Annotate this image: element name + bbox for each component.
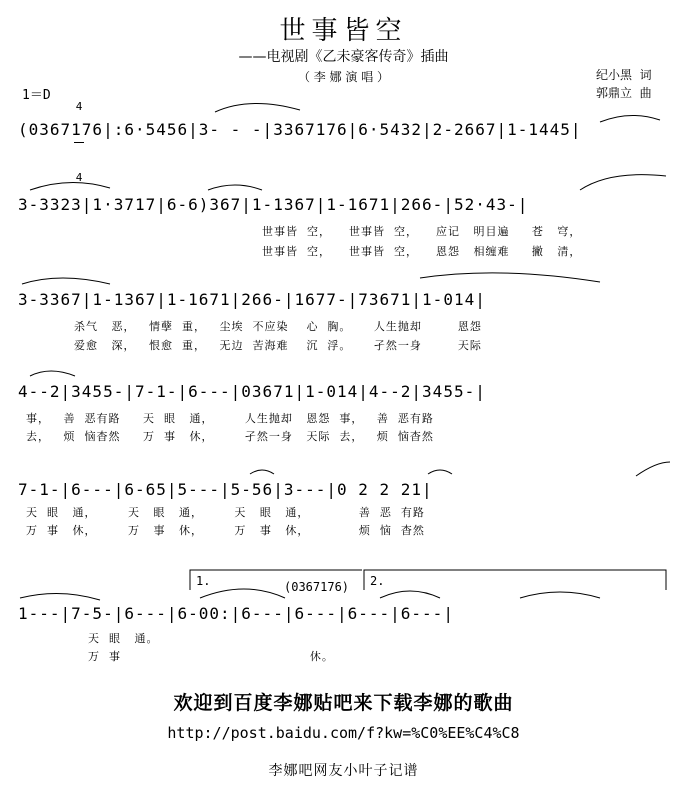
score-line-6: 1---|7-5-|6---|6-00:|6---|6---|6---|6---| <box>18 604 454 623</box>
slur-mark <box>520 592 600 598</box>
meter-bottom: 4 <box>75 171 83 184</box>
lyric-line-2-verse-2: 世事皆 空， 世事皆 空， 恩怨 相缠难 撇 清， <box>262 245 582 258</box>
slur-mark <box>600 115 660 122</box>
lyric-line-2-verse-1: 世事皆 空， 世事皆 空， 应记 明目遍 苍 穹， <box>262 225 582 238</box>
lyric-line-6-verse-1: 天 眼 通。 <box>52 632 159 645</box>
promo-text: 欢迎到百度李娜贴吧来下载李娜的歌曲 <box>173 692 514 714</box>
slur-mark <box>215 103 300 112</box>
composer-credit: 郭鼎立 曲 <box>596 86 652 100</box>
song-title: 世事皆空 <box>279 16 408 46</box>
volta-2-label: 2. <box>370 574 385 588</box>
volta-1-label: 1. <box>196 574 211 588</box>
slur-mark <box>200 589 285 598</box>
score-line-1: (0367176|:6·5456|3- - -|3367176|6·5432|2-2667|1-1445| <box>18 120 582 139</box>
score-line-4: 4--2|3455-|7-1-|6---|03671|1-014|4--2|3455-| <box>18 382 486 401</box>
lyricist-credit: 纪小黑 词 <box>596 68 652 82</box>
lyric-line-4-verse-2: 去， 烦 恼杳然 万 事 休， 孑然一身 天际 去， 烦 恼杳然 <box>26 430 434 443</box>
lyric-line-5-verse-2: 万 事 休， 万 事 休， 万 事 休， 烦 恼 杳然 <box>26 524 425 537</box>
lyric-line-4-verse-1: 事， 善 恶有路 天 眼 通， 人生抛却 恩怨 事， 善 恶有路 <box>26 412 434 425</box>
slur-mark <box>208 185 262 190</box>
slur-mark <box>380 591 440 598</box>
score-line-3: 3-3367|1-1367|1-1671|266-|1677-|73671|1-014| <box>18 290 486 309</box>
repeat-cue: (0367176) <box>284 580 350 594</box>
lyric-line-3-verse-1: 杀气 恶， 情孽 重， 尘埃 不应染 心 胸。 人生抛却 恩怨 <box>74 320 482 333</box>
slur-mark <box>20 593 100 600</box>
volta-2-bracket <box>364 570 666 590</box>
slur-mark <box>30 371 75 376</box>
slur-mark <box>636 462 670 476</box>
lyric-line-3-verse-2: 爱愈 深， 恨愈 重， 无边 苦海难 沉 浮。 孑然一身 天际 <box>74 339 482 352</box>
meter-line <box>74 142 84 143</box>
song-subtitle: ——电视剧《乙未豪客传奇》插曲 <box>238 49 449 65</box>
key-signature: 1＝D <box>22 88 51 103</box>
lyric-line-5-verse-1: 天 眼 通， 天 眼 通， 天 眼 通， 善 恶 有路 <box>26 506 425 519</box>
slur-mark <box>250 470 274 474</box>
source-url[interactable]: http://post.baidu.com/f?kw=%C0%EE%C4%C8 <box>167 724 520 742</box>
score-line-5: 7-1-|6---|6-65|5---|5-56|3---|0 2 2 21| <box>18 480 433 499</box>
slur-mark <box>428 470 452 474</box>
slur-mark <box>420 273 600 282</box>
lyric-line-6-verse-2: 万 事 休。 <box>52 650 334 663</box>
transcriber-credit: 李娜吧网友小叶子记谱 <box>268 763 419 779</box>
score-line-2: 3-3323|1·3717|6-6)367|1-1367|1-1671|266-|52·43-| <box>18 195 529 214</box>
singer-credit: （ 李 娜 演 唱 ） <box>297 70 390 84</box>
slur-mark <box>30 182 110 190</box>
meter-top: 4 <box>75 100 83 113</box>
slur-mark <box>580 175 666 190</box>
slur-mark <box>22 278 110 284</box>
